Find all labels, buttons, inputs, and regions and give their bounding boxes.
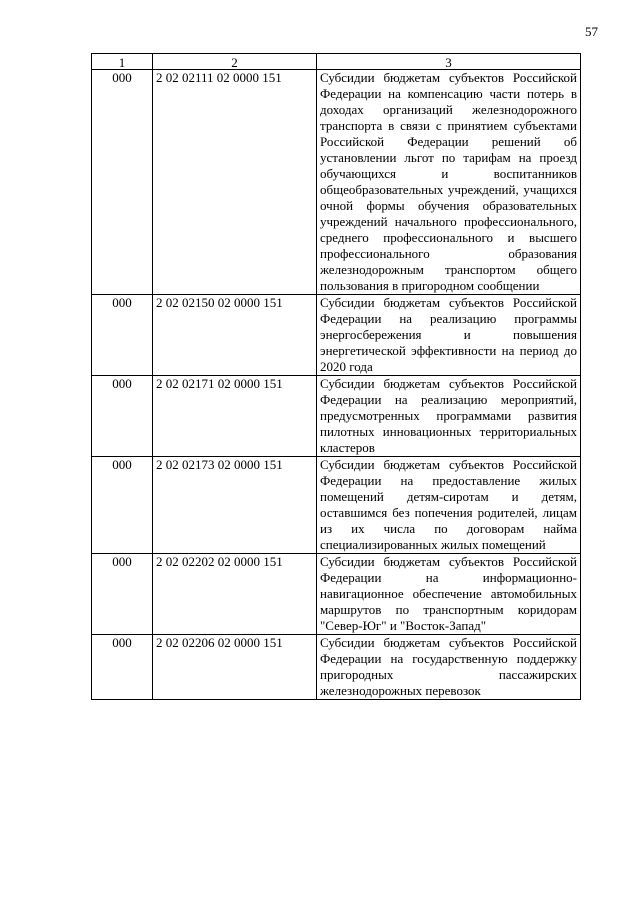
column-header-1: 1 [92, 54, 153, 70]
admin-code-cell: 000 [92, 554, 153, 635]
admin-code-cell: 000 [92, 635, 153, 700]
page-number: 57 [585, 24, 598, 39]
column-header-3: 3 [317, 54, 581, 70]
description-cell: Субсидии бюджетам субъектов Российской Федерации на реализацию программы энергосбережения и повышения энергетической эффективности на период до 2020 года [317, 295, 581, 376]
description-cell: Субсидии бюджетам субъектов Российской Федерации на информационно-навигационное обеспечение автомобильных маршрутов по транспортным коридорам "Север-Юг" и "Восток-Запад" [317, 554, 581, 635]
table-row [92, 635, 581, 700]
table-row [92, 376, 581, 457]
table-row [92, 457, 581, 554]
table-row [92, 70, 581, 295]
description-cell: Субсидии бюджетам субъектов Российской Федерации на компенсацию части потерь в доходах организаций железнодорожного транспорта в связи с принятием субъектами Российской Федерации решений об установлении льгот по тарифам на проезд обучающихся и воспитанников общеобразовательных учреждений, учащихся очной формы обучения образовательных учреждений начального профессионального, среднего профессионального и высшего профессионального образования железнодорожным транспортом общего пользования в пригородном сообщении [317, 70, 581, 295]
budget-code-cell: 2 02 02111 02 0000 151 [153, 70, 317, 295]
description-cell: Субсидии бюджетам субъектов Российской Федерации на реализацию мероприятий, предусмотренных программами развития пилотных инновационных территориальных кластеров [317, 376, 581, 457]
table-header-row [92, 54, 581, 70]
admin-code-cell: 000 [92, 295, 153, 376]
admin-code-cell: 000 [92, 457, 153, 554]
admin-code-cell: 000 [92, 70, 153, 295]
admin-code-cell: 000 [92, 376, 153, 457]
budget-code-cell: 2 02 02171 02 0000 151 [153, 376, 317, 457]
table-row [92, 295, 581, 376]
description-cell: Субсидии бюджетам субъектов Российской Федерации на предоставление жилых помещений детям-сиротам и детям, оставшимся без попечения родителей, лицам из их числа по договорам найма специализированных жилых помещений [317, 457, 581, 554]
budget-code-cell: 2 02 02173 02 0000 151 [153, 457, 317, 554]
budget-code-cell: 2 02 02150 02 0000 151 [153, 295, 317, 376]
budget-code-cell: 2 02 02202 02 0000 151 [153, 554, 317, 635]
budget-classification-table [91, 53, 581, 700]
budget-code-cell: 2 02 02206 02 0000 151 [153, 635, 317, 700]
column-header-2: 2 [153, 54, 317, 70]
description-cell: Субсидии бюджетам субъектов Российской Федерации на государственную поддержку пригородных пассажирских железнодорожных перевозок [317, 635, 581, 700]
table-row [92, 554, 581, 635]
